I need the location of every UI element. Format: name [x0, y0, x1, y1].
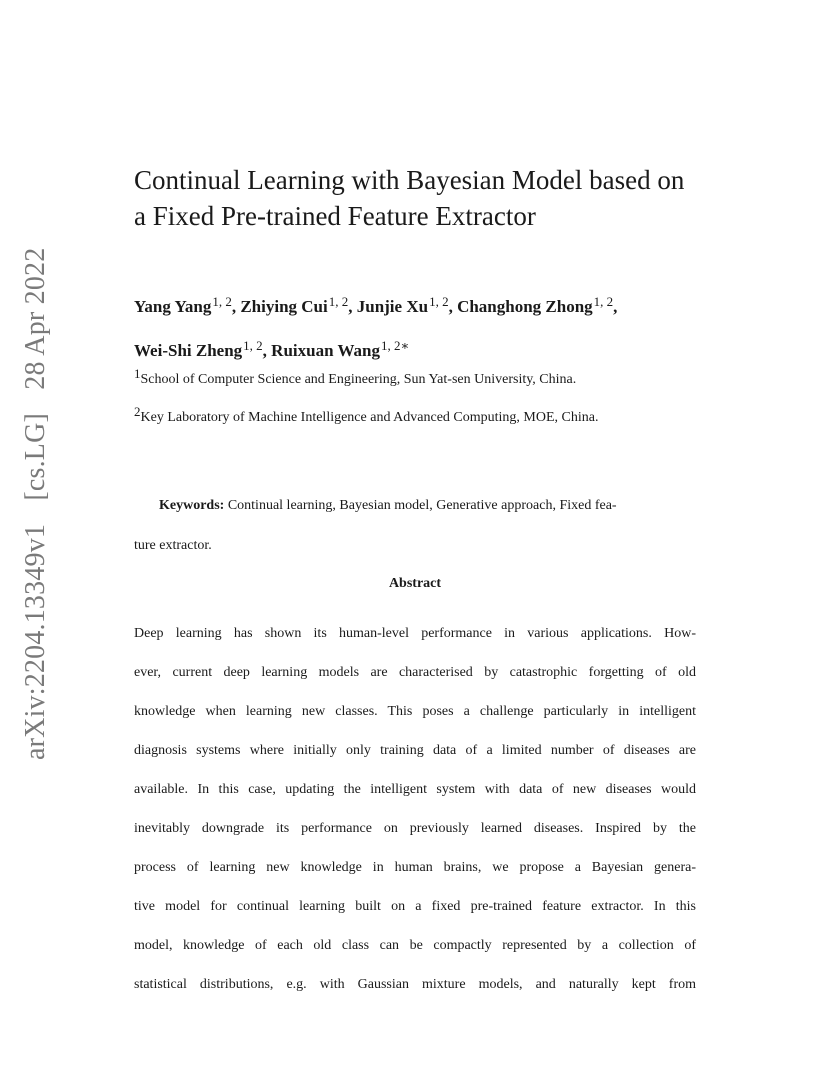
abstract-line: tive model for continual learning built on a fixed pre-trained feature extractor. In this	[134, 899, 696, 914]
author-name: Changhong Zhong	[457, 297, 593, 316]
author	[134, 338, 272, 360]
author-name: Wei-Shi Zheng	[134, 341, 243, 360]
author-separator: ,	[613, 297, 618, 316]
keywords-label: Keywords:	[159, 498, 225, 513]
author-list	[134, 282, 714, 370]
keywords-text: Continual learning, Bayesian model, Generative approach, Fixed fea-	[224, 498, 617, 513]
author-line-1	[134, 282, 714, 326]
abstract-line: model, knowledge of each old class can be compactly represented by a collection of	[134, 938, 696, 953]
affiliation-2	[134, 404, 599, 426]
author-name: Yang Yang	[134, 297, 212, 316]
keywords-block	[134, 486, 696, 566]
author-affil-mark: 1, 2∗	[381, 338, 410, 353]
keywords-line-2: ture extractor.	[134, 538, 212, 553]
author	[356, 294, 458, 316]
author-name: Junjie Xu	[356, 297, 429, 316]
affiliation-mark: 1	[134, 366, 141, 381]
abstract-line: Deep learning has shown its human-level performance in various applications. How-	[134, 626, 696, 641]
author-affil-mark: 1, 2	[328, 294, 349, 309]
author-line-2	[134, 326, 714, 370]
keywords-line-1	[134, 486, 696, 526]
author-separator: ,	[448, 297, 458, 316]
arxiv-identifier-stamp	[20, 248, 52, 760]
abstract-body	[134, 624, 696, 1014]
paper-title	[134, 162, 734, 234]
abstract-line: diagnosis systems where initially only training data of a limited number of diseases are	[134, 743, 696, 758]
author-separator: ,	[262, 341, 272, 360]
author-affil-mark: 1, 2	[243, 338, 263, 353]
author	[457, 294, 618, 316]
arxiv-category: [cs.LG]	[20, 412, 51, 501]
author-separator: ,	[231, 297, 241, 316]
abstract-line: process of learning new knowledge in human brains, we propose a Bayesian genera-	[134, 860, 696, 875]
author-affil-mark: 1, 2	[212, 294, 232, 309]
abstract-line: available. In this case, updating the intelligent system with data of new diseases would	[134, 782, 696, 797]
affiliation-text: School of Computer Science and Engineering, Sun Yat-sen University, China.	[140, 372, 577, 387]
title-line-2: a Fixed Pre-trained Feature Extractor	[134, 201, 536, 231]
affiliation-text: Key Laboratory of Machine Intelligence and Advanced Computing, MOE, China.	[140, 410, 599, 425]
abstract-line: ever, current deep learning models are characterised by catastrophic forgetting of old	[134, 665, 696, 680]
affiliation-1	[134, 366, 576, 388]
author-affil-mark: 1, 2	[429, 294, 449, 309]
affiliation-mark: 2	[134, 404, 141, 419]
author-separator: ,	[348, 297, 357, 316]
author-name: Zhiying Cui	[240, 297, 328, 316]
abstract-line: statistical distributions, e.g. with Gaussian mixture models, and naturally kept from	[134, 977, 696, 992]
arxiv-id: arXiv:2204.13349v1	[20, 523, 51, 760]
author-name: Ruixuan Wang	[271, 341, 380, 360]
arxiv-date: 28 Apr 2022	[20, 247, 51, 390]
author	[240, 294, 357, 316]
author	[271, 338, 410, 360]
title-line-1: Continual Learning with Bayesian Model based on	[134, 165, 685, 195]
abstract-heading: Abstract	[388, 576, 442, 591]
author-affil-mark: 1, 2	[593, 294, 614, 309]
abstract-line: inevitably downgrade its performance on previously learned diseases. Inspired by the	[134, 821, 696, 836]
abstract-line: knowledge when learning new classes. This poses a challenge particularly in intelligent	[134, 704, 696, 719]
author	[134, 294, 241, 316]
